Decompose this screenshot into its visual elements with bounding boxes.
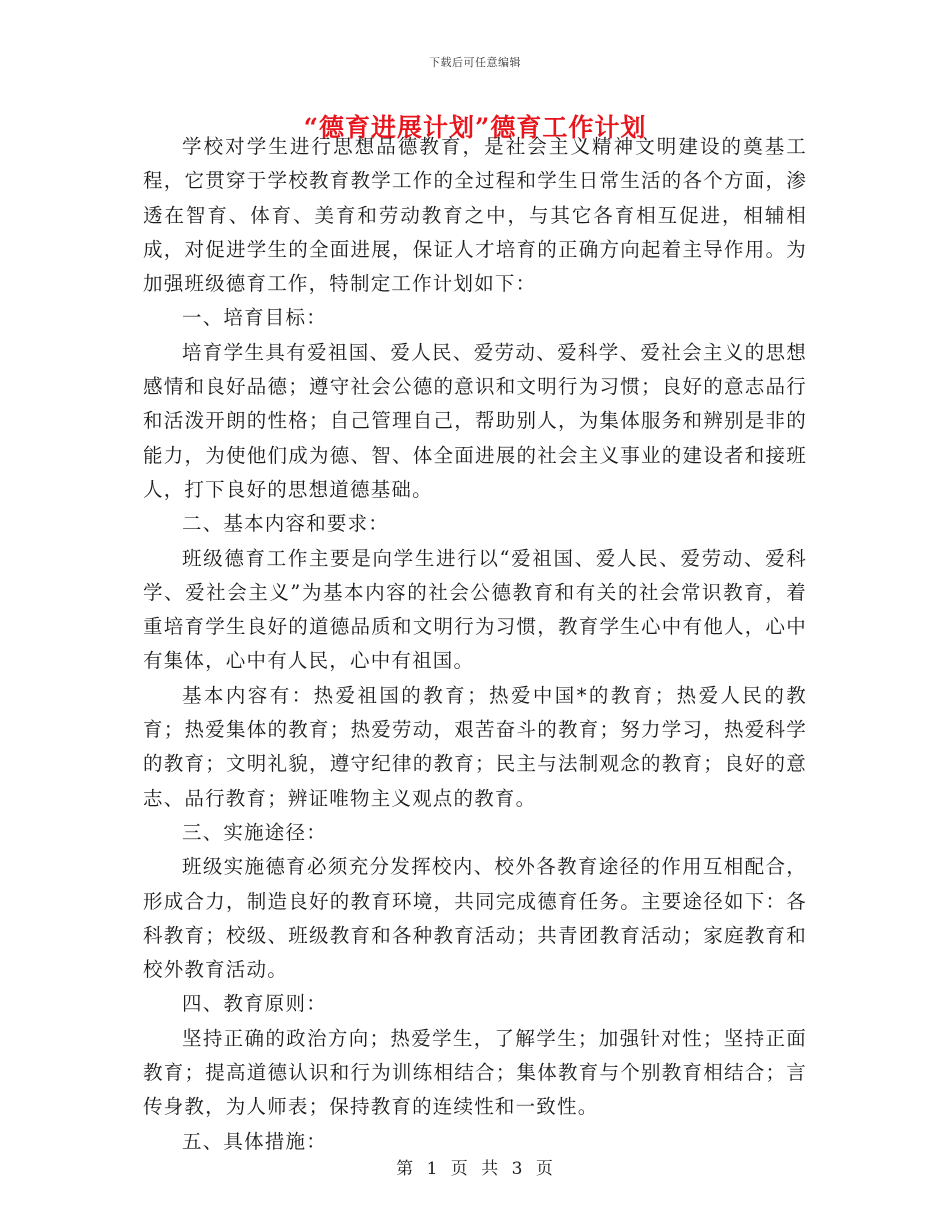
document-title: “德育进展计划”德育工作计划 [303, 113, 647, 142]
section-heading-goals: 一、培育目标： [182, 306, 327, 330]
paragraph-content-list: 基本内容有：热爱祖国的教育；热爱中国*的教育；热爱人民的教育；热爱集体的教育；热爱劳动，艰苦奋斗的教育；努力学习，热爱科学的教育；文明礼貌，遵守纪律的教育；民主与法制观念的教育；良好的意志、品行教育；辨证唯物主义观点的教育。 [143, 683, 807, 810]
section-heading-content: 二、基本内容和要求： [182, 512, 390, 536]
paragraph-goals: 培育学生具有爱祖国、爱人民、爱劳动、爱科学、爱社会主义的思想感情和良好品德；遵守社会公德的意识和文明行为习惯；良好的意志品行和活泼开朗的性格；自己管理自己，帮助别人，为集体服务和辨别是非的能力，为使他们成为德、智、体全面进展的社会主义事业的建设者和接班人，打下良好的思想道德基础。 [143, 340, 807, 501]
paragraph-content-main: 班级德育工作主要是向学生进行以“爱祖国、爱人民、爱劳动、爱科学、爱社会主义”为基本内容的社会公德教育和有关的社会常识教育，着重培育学生良好的道德品质和文明行为习惯，教育学生心中有他人，心中有集体，心中有人民，心中有祖国。 [143, 546, 807, 673]
paragraph-principles: 坚持正确的政治方向；热爱学生，了解学生；加强针对性；坚持正面教育；提高道德认识和行为训练相结合；集体教育与个别教育相结合；言传身教，为人师表；保持教育的连续性和一致性。 [143, 1026, 807, 1119]
document-body [143, 130, 807, 1159]
section-heading-measures: 五、具体措施： [182, 1129, 327, 1153]
section-heading-methods: 三、实施途径： [182, 820, 327, 844]
paragraph-intro: 学校对学生进行思想品德教育，是社会主义精神文明建设的奠基工程，它贯穿于学校教育教学工作的全过程和学生日常生活的各个方面，渗透在智育、体育、美育和劳动教育之中，与其它各育相互促进，相辅相成，对促进学生的全面进展，保证人才培育的正确方向起着主导作用。为加强班级德育工作，特制定工作计划如下： [143, 135, 807, 296]
paragraph-methods: 班级实施德育必须充分发挥校内、校外各教育途径的作用互相配合，形成合力，制造良好的教育环境，共同完成德育任务。主要途径如下：各科教育；校级、班级教育和各种教育活动；共青团教育活动；家庭教育和校外教育活动。 [143, 855, 807, 982]
page-footer: 第 1 页 共 3 页 [396, 1159, 554, 1179]
section-heading-principles: 四、教育原则： [182, 992, 327, 1016]
header-note: 下载后可任意编辑 [429, 56, 521, 69]
